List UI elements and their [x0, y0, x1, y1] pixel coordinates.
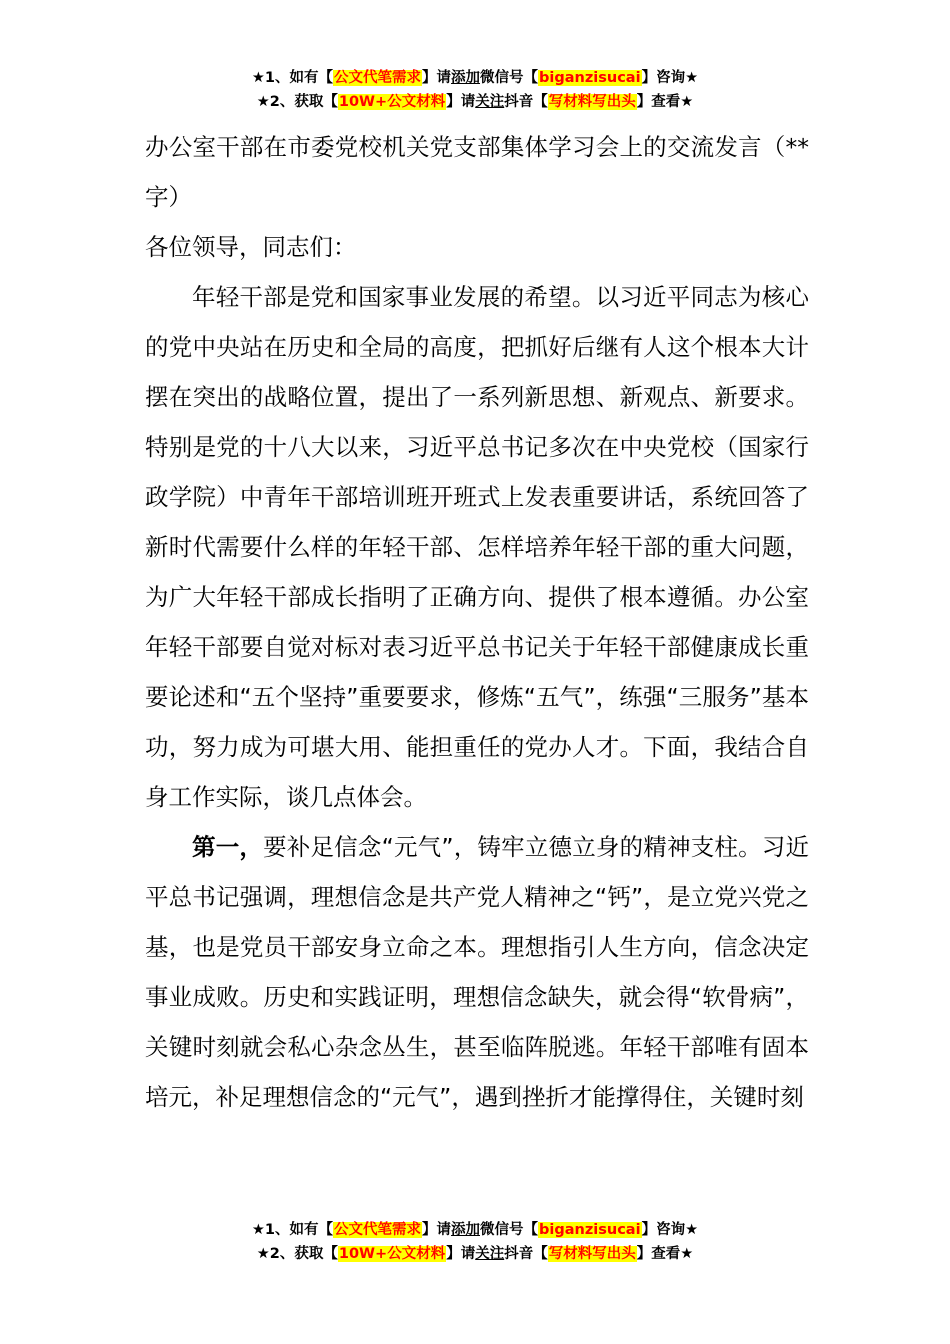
banner-text: 】请: [422, 1222, 452, 1238]
banner-text: 】请: [446, 94, 476, 110]
banner-highlight: 10W+公文材料: [338, 1246, 446, 1262]
banner-line-2: [0, 90, 950, 114]
paragraph-2: [145, 822, 809, 1122]
banner-text: 微信号【: [480, 1222, 539, 1238]
banner-underline: 关注: [475, 94, 505, 110]
banner-text: 】咨询★: [641, 1222, 699, 1238]
banner-text: 】查看★: [636, 94, 694, 110]
banner-highlight: 公文代笔需求: [334, 1222, 422, 1238]
banner-highlight: 10W+公文材料: [338, 94, 446, 110]
banner-highlight: 写材料写出头: [548, 1246, 636, 1262]
banner-text: 抖音【: [504, 94, 548, 110]
banner-highlight: 写材料写出头: [548, 94, 636, 110]
banner-underline: 关注: [475, 1246, 505, 1262]
paragraph-1: 年轻干部是党和国家事业发展的希望。以习近平同志为核心的党中央站在历史和全局的高度，把抓好后继有人这个根本大计摆在突出的战略位置，提出了一系列新思想、新观点、新要求。特别是党的十八大以来，习近平总书记多次在中央党校（国家行政学院）中青年干部培训班开班式上发表重要讲话，系统回答了新时代需要什么样的年轻干部、怎样培养年轻干部的重大问题，为广大年轻干部成长指明了正确方向、提供了根本遵循。办公室年轻干部要自觉对标对表习近平总书记关于年轻干部健康成长重要论述和“五个坚持”重要要求，修炼“五气”，练强“三服务”基本功，努力成为可堪大用、能担重任的党办人才。下面，我结合自身工作实际，谈几点体会。: [145, 283, 809, 811]
banner-underline: 添加: [451, 70, 481, 86]
section-heading: 要补足信念“元气”，铸牢立德立身的精神支柱。: [263, 833, 762, 861]
banner-line-1: [0, 66, 950, 90]
banner-highlight: biganzisucai: [539, 70, 641, 86]
banner-text: ★1、如有【: [251, 70, 334, 86]
banner-text: 抖音【: [504, 1246, 548, 1262]
salutation: 各位领导，同志们：: [145, 233, 357, 261]
banner-highlight: biganzisucai: [539, 1222, 641, 1238]
banner-text: ★1、如有【: [251, 1222, 334, 1238]
document-title: 办公室干部在市委党校机关党支部集体学习会上的交流发言（**字）: [145, 133, 809, 211]
banner-underline: 添加: [451, 1222, 481, 1238]
banner-text: 】咨询★: [641, 70, 699, 86]
banner-highlight: 公文代笔需求: [334, 70, 422, 86]
document-body: [145, 122, 809, 1122]
banner-line-2: [0, 1242, 950, 1266]
banner-text: ★2、获取【: [256, 1246, 338, 1262]
banner-text: 】请: [446, 1246, 476, 1262]
banner-line-1: [0, 1218, 950, 1242]
banner-text: 微信号【: [480, 70, 539, 86]
banner-text: 】请: [422, 70, 452, 86]
section-number: 第一，: [192, 833, 264, 861]
section-body: 习近平总书记强调，理想信念是共产党人精神之“钙”，是立党兴党之基，也是党员干部安身立命之本。理想指引人生方向，信念决定事业成败。历史和实践证明，理想信念缺失，就会得“软骨病”，关键时刻就会私心杂念丛生，甚至临阵脱逃。年轻干部唯有固本培元，补足理想信念的“元气”，遇到挫折才能撑得住，关键时刻: [145, 833, 809, 1111]
banner-text: 】查看★: [636, 1246, 694, 1262]
bottom-banner: [0, 1218, 950, 1266]
top-banner: [0, 66, 950, 114]
banner-text: ★2、获取【: [256, 94, 338, 110]
